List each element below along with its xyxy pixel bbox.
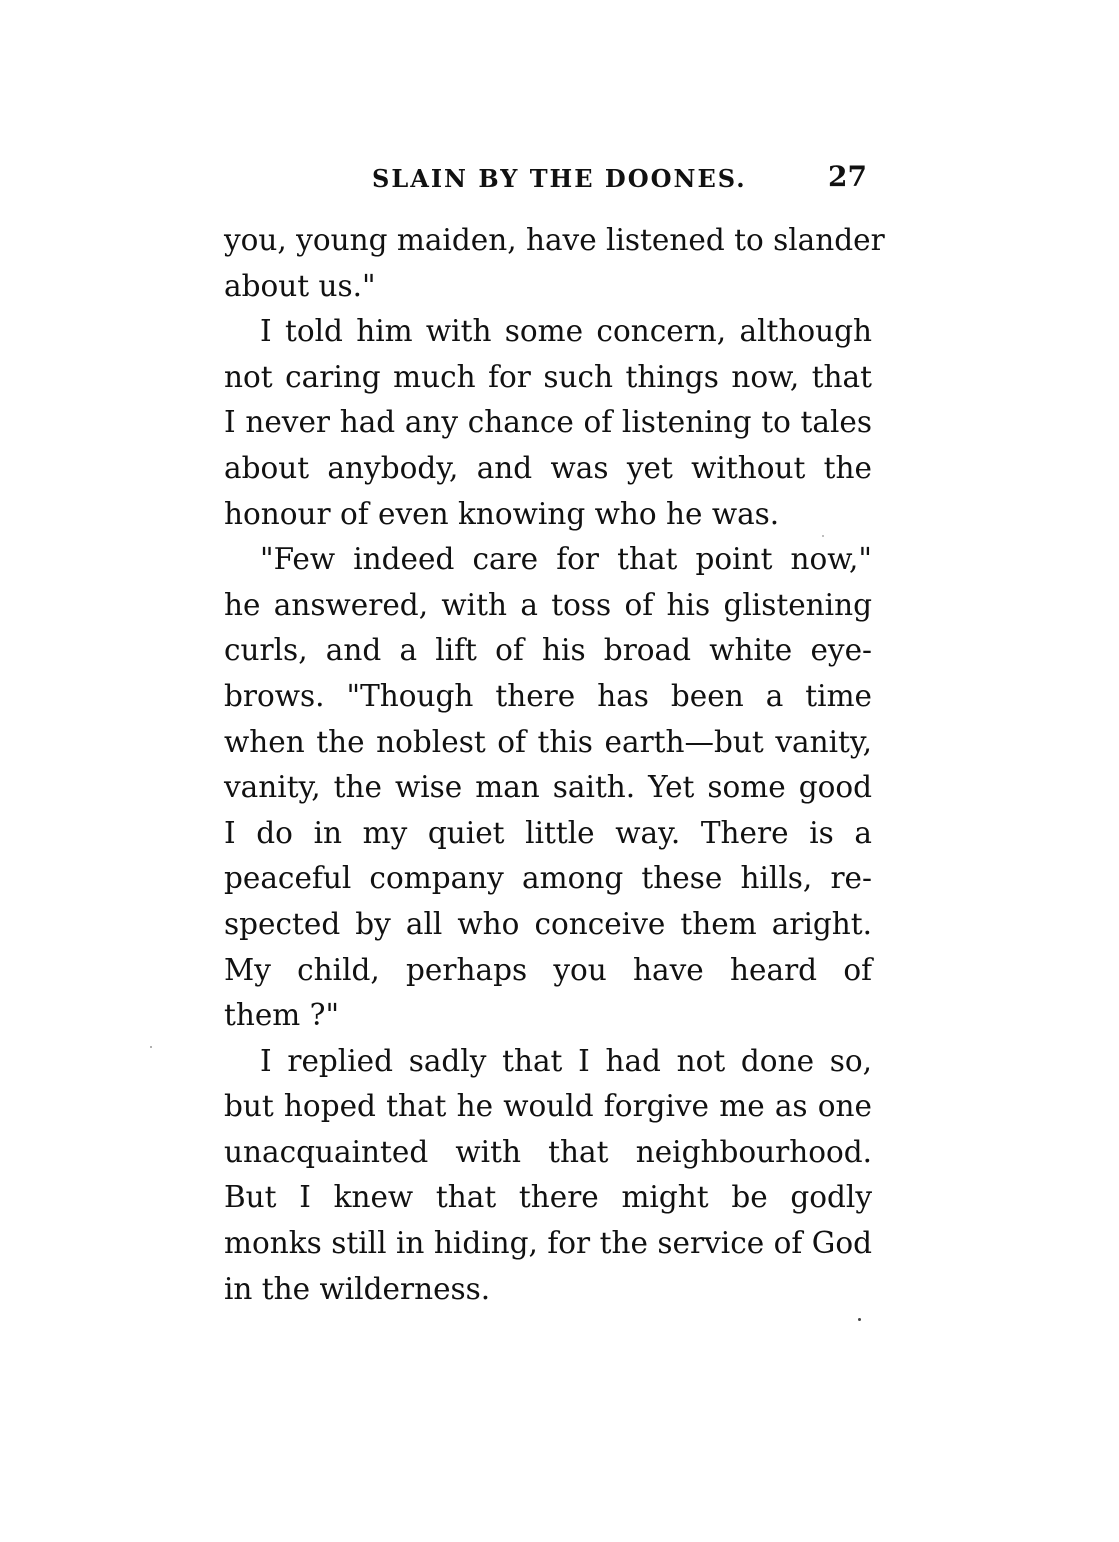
scan-speck — [150, 1046, 152, 1048]
body-text — [224, 218, 885, 1312]
text-line: not caring much for such things now, that — [224, 359, 872, 394]
text-line: I never had any chance of listening to tales — [224, 405, 872, 440]
text-line: about us." — [224, 268, 376, 303]
text-line: spected by all who conceive them aright. — [224, 906, 872, 941]
text-line: about anybody, and was yet without the — [224, 450, 872, 485]
scan-speck — [822, 535, 824, 537]
text-line: vanity, the wise man saith. Yet some good — [224, 770, 872, 805]
text-line: he answered, with a toss of his glistening — [224, 587, 872, 622]
page-number: 27 — [828, 160, 867, 193]
text-line: monks still in hiding, for the service of God — [224, 1226, 872, 1261]
text-line: But I knew that there might be godly — [224, 1180, 872, 1215]
text-line: when the noblest of this earth—but vanity, — [224, 724, 872, 759]
paragraph-start-line: I replied sadly that I had not done so, — [260, 1043, 872, 1078]
text-line: but hoped that he would forgive me as one — [224, 1089, 872, 1124]
text-line: unacquainted with that neighbourhood. — [224, 1134, 872, 1169]
text-line: you, young maiden, have listened to slander — [224, 223, 885, 257]
paragraph-start-line: I told him with some concern, although — [260, 314, 872, 349]
scan-speck — [858, 1318, 861, 1321]
text-line: I do in my quiet little way. There is a — [224, 815, 872, 850]
text-line: in the wilderness. — [224, 1271, 491, 1306]
text-line: brows. "Though there has been a time — [224, 678, 872, 713]
text-line: peaceful company among these hills, re- — [224, 861, 872, 896]
text-line: honour of even knowing who he was. — [224, 496, 780, 531]
text-line: My child, perhaps you have heard of — [224, 952, 872, 987]
text-line: them ?" — [224, 998, 340, 1033]
text-line: curls, and a lift of his broad white eye- — [224, 633, 872, 668]
running-title: SLAIN BY THE DOONES. — [372, 164, 747, 193]
paragraph-start-line: "Few indeed care for that point now," — [260, 542, 872, 577]
